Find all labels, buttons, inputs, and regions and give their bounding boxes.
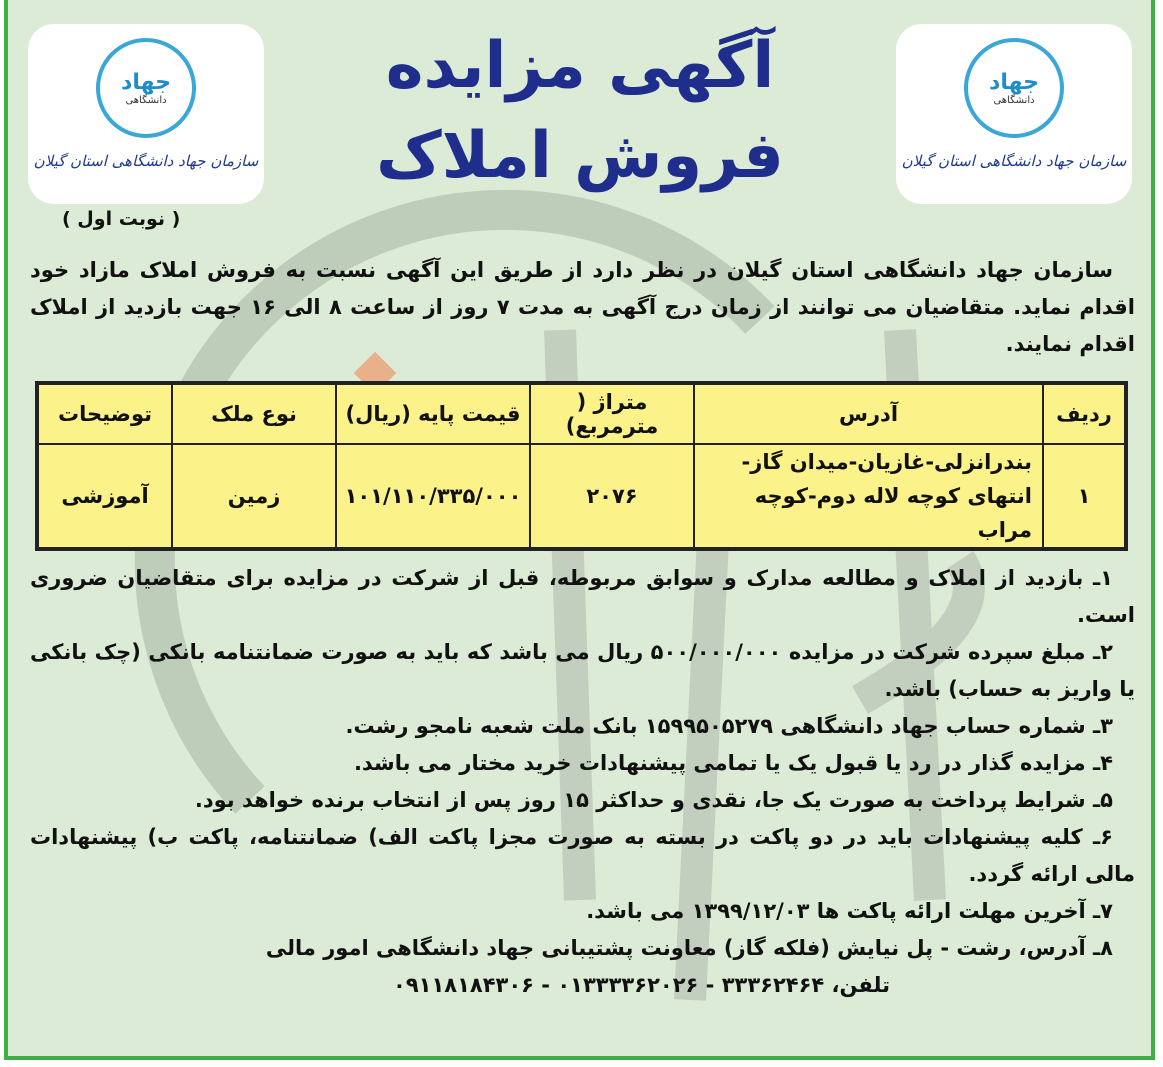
emblem-text: جهاد	[989, 70, 1039, 95]
cell-description: آموزشی	[37, 444, 172, 549]
title-line-1: آگهی مزایده	[385, 29, 775, 103]
list-item: ۶ـ کلیه پیشنهادات باید در دو پاکت در بسته به صورت مجزا پاکت الف) ضمانتنامه، پاکت ب) پیشنهادات مالی ارائه گردد.	[30, 825, 1135, 886]
phone-numbers: تلفن، ۳۳۳۶۲۴۶۴ - ۰۱۳۳۳۳۶۲۰۲۶ - ۰۹۱۱۸۱۸۴۳۰۶	[393, 973, 890, 997]
header-description: توضیحات	[37, 383, 172, 444]
jahad-emblem	[96, 38, 196, 138]
table-row	[37, 444, 1126, 549]
cell-property-type: زمین	[172, 444, 336, 549]
round-label: ( نوبت اول )	[62, 208, 181, 230]
cell-address: بندرانزلی-غازیان-میدان گاز- انتهای کوچه لاله دوم-کوچه مراب	[694, 444, 1043, 549]
cell-row-number: ۱	[1043, 444, 1126, 549]
logo-left	[28, 24, 264, 204]
list-item: ۳ـ شماره حساب جهاد دانشگاهی ۱۵۹۹۵۰۵۲۷۹ بانک ملت شعبه نامجو رشت.	[345, 714, 1113, 738]
logo-caption: سازمان جهاد دانشگاهی استان گیلان	[901, 152, 1127, 170]
cell-base-price: ۱۰۱/۱۱۰/۳۳۵/۰۰۰	[336, 444, 530, 549]
logo-caption: سازمان جهاد دانشگاهی استان گیلان	[33, 152, 259, 170]
title-line-2: فروش املاک	[376, 119, 784, 193]
emblem-sub: دانشگاهی	[125, 95, 167, 106]
list-item: ۴ـ مزایده گذار در رد یا قبول یک یا تمامی پیشنهادات خرید مختار می باشد.	[353, 751, 1113, 775]
list-item: ۷ـ آخرین مهلت ارائه پاکت ها ۱۳۹۹/۱۲/۰۳ می باشد.	[586, 899, 1113, 923]
jahad-emblem	[964, 38, 1064, 138]
logo-right	[896, 24, 1132, 204]
table-header-row	[37, 383, 1126, 444]
header-area: متراژ ( مترمربع)	[530, 383, 694, 444]
header-address: آدرس	[694, 383, 1043, 444]
property-table	[35, 381, 1128, 551]
conditions-list	[30, 560, 1135, 1004]
header-base-price: قیمت پایه (ریال)	[336, 383, 530, 444]
list-item: ۱ـ بازدید از املاک و مطالعه مدارک و سوابق مربوطه، قبل از شرکت در مزایده برای متقاضیان ضروری است.	[30, 566, 1135, 627]
header-row-number: ردیف	[1043, 383, 1126, 444]
header-property-type: نوع ملک	[172, 383, 336, 444]
list-item: ۲ـ مبلغ سپرده شرکت در مزایده ۵۰۰/۰۰۰/۰۰۰ ریال می باشد که باید به صورت ضمانتنامه بانکی (چک بانکی یا واریز به حساب) باشد.	[30, 640, 1135, 701]
cell-area: ۲۰۷۶	[530, 444, 694, 549]
emblem-text: جهاد	[121, 70, 171, 95]
intro-paragraph: سازمان جهاد دانشگاهی استان گیلان در نظر دارد از طریق این آگهی نسبت به فروش املاک مازاد خود اقدام نماید. متقاضیان می توانند از زمان درج آگهی به مدت ۷ روز از ساعت ۸ الی ۱۶ جهت بازدید از املاک اقدام نمایند.	[30, 258, 1135, 356]
list-item: ۸ـ آدرس، رشت - پل نیایش (فلکه گاز) معاونت پشتیبانی جهاد دانشگاهی امور مالی	[265, 936, 1113, 960]
list-item: ۵ـ شرایط پرداخت به صورت یک جا، نقدی و حداکثر ۱۵ روز پس از انتخاب برنده خواهد بود.	[194, 788, 1113, 812]
emblem-sub: دانشگاهی	[993, 95, 1035, 106]
